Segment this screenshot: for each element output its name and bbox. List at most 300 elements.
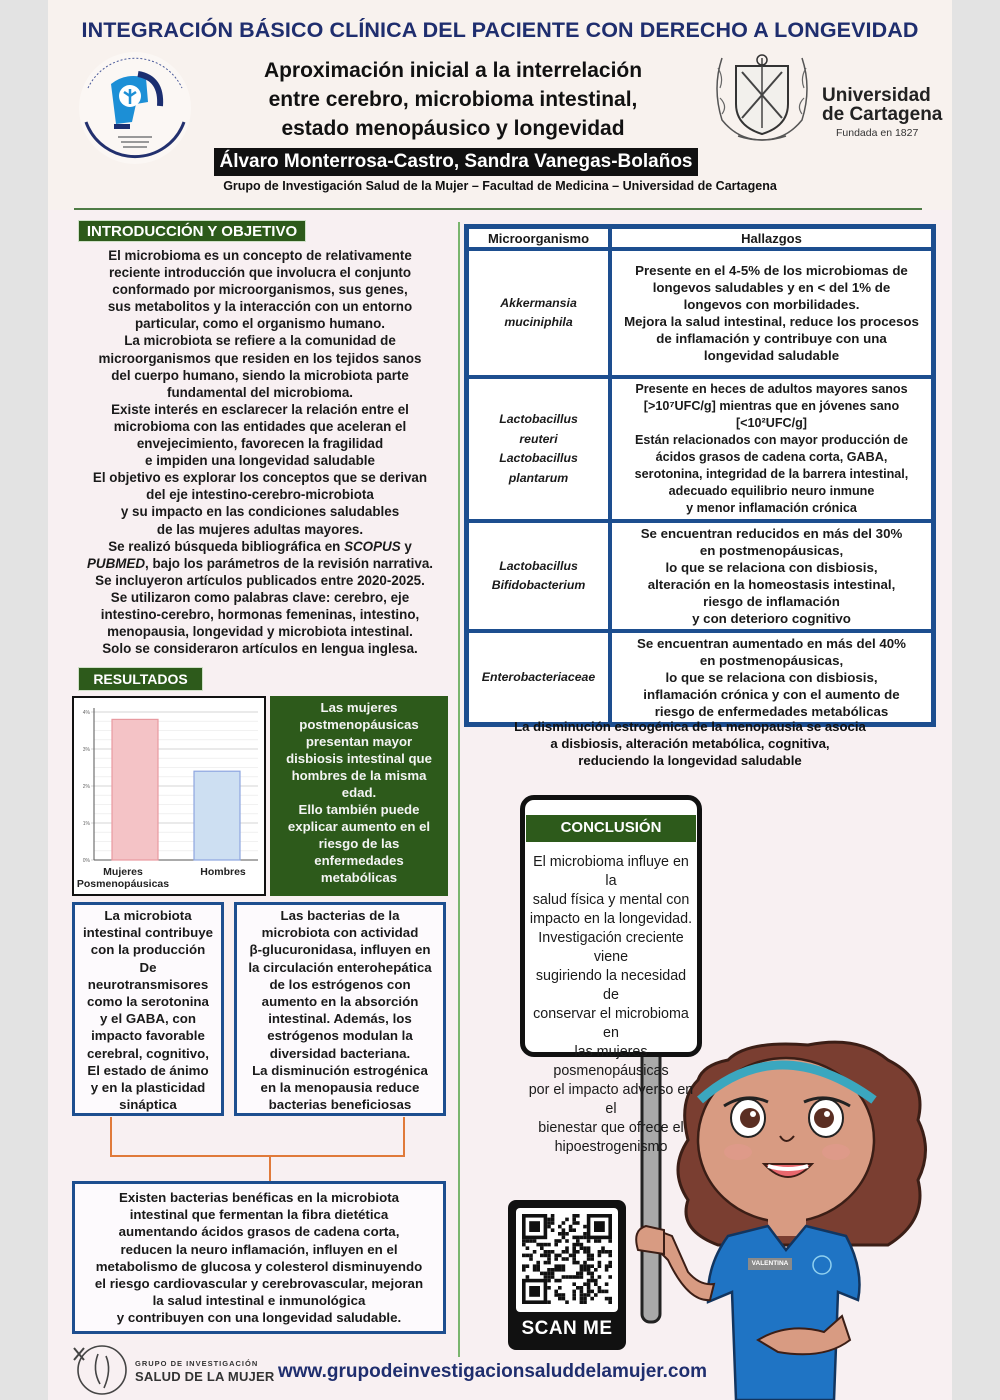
highlight-line: enfermedades xyxy=(314,853,404,868)
box-line: en la menopausia reduce xyxy=(260,1080,420,1096)
qr-module xyxy=(547,1261,551,1265)
qr-module xyxy=(558,1254,562,1258)
finding-line: [<10²UFC/g] xyxy=(735,416,808,430)
highlight-line: explicar aumento en el xyxy=(287,819,431,834)
intro-line: Se utilizaron como palabras clave: cerebro, eje xyxy=(110,589,410,605)
summary-line: reduciendo la longevidad saludable xyxy=(578,753,802,768)
intro-search-line xyxy=(70,555,450,572)
qr-module xyxy=(529,1254,533,1258)
organism-line: reuteri xyxy=(519,431,558,446)
qr-module xyxy=(536,1264,540,1268)
qr-module xyxy=(572,1282,576,1286)
qr-module xyxy=(572,1243,576,1247)
finding-line: Se encuentran reducidos en más del 30% xyxy=(640,526,903,541)
qr-module xyxy=(580,1243,584,1247)
qr-module xyxy=(536,1268,540,1272)
finding-line: Presente en heces de adultos mayores sanos xyxy=(635,382,908,396)
salud-mujer-logo-icon xyxy=(68,1340,130,1398)
intro-line: El objetivo es explorar los conceptos que se derivan xyxy=(92,470,428,486)
qr-module xyxy=(551,1221,555,1225)
finding-line: [>10⁷UFC/g] mientras que en jóvenes sano xyxy=(643,399,900,413)
qr-module xyxy=(565,1232,569,1236)
qr-module xyxy=(576,1286,580,1290)
intro-line: Solo se consideraron artículos en lengua inglesa. xyxy=(102,641,418,657)
subtitle-line: estado menopáusico y longevidad xyxy=(281,117,625,140)
qr-module xyxy=(547,1254,551,1258)
qr-module xyxy=(580,1275,584,1279)
finding-line: inflamación crónica y con el aumento de xyxy=(643,687,900,702)
qr-module xyxy=(594,1239,598,1243)
qr-module xyxy=(533,1250,537,1254)
subtitle-line: Aproximación inicial a la interrelación xyxy=(263,59,643,82)
qr-module xyxy=(544,1275,548,1279)
qr-module xyxy=(572,1293,576,1297)
intro-line: fundamental del microbioma. xyxy=(166,384,353,400)
summary-text xyxy=(480,718,900,769)
box-line: De xyxy=(139,959,157,975)
qr-module xyxy=(608,1300,612,1304)
qr-module xyxy=(587,1250,591,1254)
box-line: β-glucuronidasa, influyen en xyxy=(249,942,431,958)
qr-module xyxy=(580,1264,584,1268)
qr-module xyxy=(569,1225,573,1229)
column-header: Microorganismo xyxy=(467,227,610,249)
conclusion-line: bienestar que ofrece el xyxy=(538,1120,684,1136)
qr-module xyxy=(547,1225,551,1229)
qr-module xyxy=(565,1275,569,1279)
box-line: y el GABA, con xyxy=(99,1011,197,1027)
qr-module xyxy=(580,1286,584,1290)
qr-module xyxy=(554,1257,558,1261)
intro-line: microorganismos que residen en los tejidos sanos xyxy=(98,350,422,366)
qr-module xyxy=(587,1293,591,1297)
finding-line: Mejora la salud intestinal, reduce los procesos xyxy=(624,314,919,329)
qr-module xyxy=(544,1261,548,1265)
conclusion-line: conservar el microbioma en xyxy=(533,1006,689,1041)
conclusion-line: salud física y mental con xyxy=(532,892,690,908)
qr-module xyxy=(608,1297,612,1301)
qr-module xyxy=(594,1221,605,1232)
finding-line: y con deterioro cognitivo xyxy=(692,611,851,626)
qr-module xyxy=(583,1282,587,1286)
intro-line: conformado por microorganismos, sus genes, xyxy=(112,282,408,298)
qr-module xyxy=(608,1239,612,1243)
qr-module xyxy=(554,1243,558,1247)
qr-module xyxy=(583,1225,587,1229)
intro-text xyxy=(70,247,450,657)
box-line: con la producción xyxy=(90,942,206,958)
qr-module xyxy=(547,1243,551,1247)
x-tick-label: Hombres xyxy=(200,866,246,878)
organism-line: Lactobacillus xyxy=(499,451,578,465)
qr-module xyxy=(562,1297,566,1301)
qr-module xyxy=(526,1275,530,1279)
column-divider xyxy=(458,222,460,1357)
qr-module xyxy=(554,1239,558,1243)
column-header: Hallazgos xyxy=(610,227,933,249)
qr-module xyxy=(580,1272,584,1276)
finding-line: riesgo de inflamación xyxy=(703,594,840,609)
y-tick-label: 3% xyxy=(82,747,90,753)
finding-line: en postmenopáusicas, xyxy=(699,543,844,558)
box-line: bacterias beneficiosas xyxy=(268,1097,412,1113)
bar xyxy=(194,771,240,860)
finding-line: longevos saludables y en < del 1% de xyxy=(652,280,891,295)
intro-line: e impiden una longevidad saludable xyxy=(145,453,375,469)
intro-line: menopausia, longevidad y microbiota intestinal. xyxy=(107,624,413,640)
qr-module xyxy=(583,1293,587,1297)
table-row xyxy=(467,631,933,724)
box-line: El estado de ánimo xyxy=(87,1062,209,1078)
qr-module xyxy=(576,1261,580,1265)
qr-module xyxy=(572,1246,576,1250)
qr-module xyxy=(554,1254,558,1258)
intro-line: microbioma con las entidades que aceleran el xyxy=(113,418,407,434)
box-line: Existen bacterias benéficas en la microbiota xyxy=(118,1190,400,1205)
qr-module xyxy=(576,1236,580,1240)
qr-module xyxy=(522,1239,526,1243)
intro-line: de las mujeres adultas mayores. xyxy=(156,521,364,537)
qr-module xyxy=(572,1218,576,1222)
qr-module xyxy=(562,1293,566,1297)
finding-line: Presente en el 4-5% de los microbiomas de xyxy=(635,263,908,278)
university-name-line: de Cartagena xyxy=(822,104,943,125)
finding-line: ácidos grasos de cadena corta, GABA, xyxy=(655,450,888,464)
qr-module xyxy=(547,1275,551,1279)
connector-line xyxy=(269,1156,271,1181)
organism-cell xyxy=(467,249,610,377)
qr-module xyxy=(594,1293,598,1297)
qr-module xyxy=(583,1232,587,1236)
character-name-tag: VALENTINA xyxy=(748,1258,792,1270)
qr-module xyxy=(601,1246,605,1250)
organism-line: muciniphila xyxy=(504,315,573,329)
project-logo-icon xyxy=(66,44,204,172)
footer-website-link[interactable]: www.grupodeinvestigacionsaluddelamujer.com xyxy=(278,1361,708,1382)
qr-module xyxy=(587,1239,591,1243)
qr-module xyxy=(583,1300,587,1304)
qr-module xyxy=(598,1239,602,1243)
qr-module xyxy=(565,1239,569,1243)
qr-module xyxy=(529,1257,533,1261)
qr-module xyxy=(605,1268,609,1272)
bar xyxy=(112,719,158,860)
qr-code-icon[interactable] xyxy=(516,1208,618,1312)
database-name: PUBMED xyxy=(86,555,145,571)
qr-module xyxy=(587,1268,591,1272)
intro-lines-after xyxy=(70,572,450,657)
qr-module xyxy=(605,1250,609,1254)
conclusion-section-label: CONCLUSIÓN xyxy=(526,815,696,842)
findings-cell xyxy=(610,631,933,724)
y-tick-label: 1% xyxy=(82,821,90,827)
qr-module xyxy=(565,1218,569,1222)
qr-module xyxy=(526,1239,530,1243)
qr-module xyxy=(576,1272,580,1276)
organism-line: Enterobacteriaceae xyxy=(481,669,596,684)
conclusion-line: hipoestrogenismo xyxy=(554,1139,668,1155)
qr-module xyxy=(562,1250,566,1254)
qr-module xyxy=(605,1297,609,1301)
qr-module xyxy=(580,1300,584,1304)
main-title: INTEGRACIÓN BÁSICO CLÍNICA DEL PACIENTE CON DERECHO A LONGEVIDAD xyxy=(81,18,919,42)
box-line: intestinal contribuye xyxy=(82,925,214,941)
qr-module xyxy=(536,1261,540,1265)
qr-module xyxy=(598,1261,602,1265)
qr-module xyxy=(558,1286,562,1290)
highlight-line: edad. xyxy=(341,785,377,800)
qr-module xyxy=(522,1254,526,1258)
qr-module xyxy=(569,1228,573,1232)
qr-module xyxy=(576,1221,580,1225)
qr-module xyxy=(587,1290,591,1294)
qr-module xyxy=(590,1264,594,1268)
finding-line: longevos con morbilidades. xyxy=(683,297,860,312)
qr-module xyxy=(529,1239,533,1243)
box-line: y contribuyen con una longevidad saludable. xyxy=(116,1310,402,1326)
qr-module xyxy=(547,1221,551,1225)
qr-module xyxy=(526,1264,530,1268)
qr-module xyxy=(608,1254,612,1258)
text-span: , bajo los parámetros de la revisión narrativa. xyxy=(145,555,434,571)
qr-module xyxy=(572,1221,576,1225)
finding-line: serotonina, integridad de la barrera intestinal, xyxy=(634,467,909,481)
qr-module xyxy=(590,1290,594,1294)
organism-line: Akkermansia xyxy=(500,295,577,310)
qr-module xyxy=(558,1293,562,1297)
qr-module xyxy=(540,1246,544,1250)
qr-module xyxy=(562,1275,566,1279)
qr-module xyxy=(562,1257,566,1261)
findings-cell xyxy=(610,521,933,631)
box-line: diversidad bacteriana. xyxy=(269,1045,411,1061)
qr-module xyxy=(587,1272,591,1276)
qr-module xyxy=(580,1297,584,1301)
table-header-row xyxy=(467,227,933,249)
qr-module xyxy=(590,1275,594,1279)
box-line: La disminución estrogénica xyxy=(252,1062,428,1078)
x-tick-label: Posmenopáusicas xyxy=(76,878,170,890)
organism-line: Lactobacillus xyxy=(499,558,578,573)
text-span: y xyxy=(400,538,412,554)
qr-module xyxy=(562,1236,566,1240)
finding-line: adecuado equilibrio neuro inmune xyxy=(668,484,875,498)
qr-module xyxy=(587,1264,591,1268)
qr-module xyxy=(562,1264,566,1268)
qr-module xyxy=(558,1268,562,1272)
qr-module xyxy=(583,1297,587,1301)
qr-module xyxy=(544,1272,548,1276)
qr-module xyxy=(572,1257,576,1261)
connector-line xyxy=(403,1117,405,1156)
organism-line: plantarum xyxy=(508,470,569,485)
box-line: microbiota con actividad xyxy=(261,925,419,941)
intro-line: La microbiota se refiere a la comunidad de xyxy=(124,333,396,349)
qr-module xyxy=(551,1268,555,1272)
qr-module xyxy=(587,1257,591,1261)
qr-module xyxy=(601,1290,605,1294)
qr-module xyxy=(536,1243,540,1247)
qr-module xyxy=(576,1214,580,1218)
qr-module xyxy=(522,1264,526,1268)
qr-module xyxy=(598,1250,602,1254)
connector-line xyxy=(110,1155,405,1157)
qr-module xyxy=(558,1264,562,1268)
qr-module xyxy=(540,1254,544,1258)
intro-search-line xyxy=(70,538,450,555)
box-line: la salud intestinal e inmunológica xyxy=(152,1293,366,1309)
qr-module xyxy=(590,1279,594,1283)
table-row xyxy=(467,377,933,521)
qr-module xyxy=(547,1250,551,1254)
university-name xyxy=(822,86,942,124)
qr-module xyxy=(572,1250,576,1254)
qr-module xyxy=(608,1261,612,1265)
finding-line: Están relacionados con mayor producción de xyxy=(635,433,908,447)
qr-module xyxy=(587,1282,591,1286)
poster-subtitle xyxy=(228,56,678,143)
qr-module xyxy=(572,1214,576,1218)
finding-line: longevidad saludable xyxy=(703,348,840,363)
box-line: la circulación enterohepática xyxy=(248,959,432,975)
finding-line: en postmenopáusicas, xyxy=(699,653,844,668)
intro-line: y su impacto en las condiciones saludables xyxy=(120,504,400,520)
organism-cell xyxy=(467,631,610,724)
qr-module xyxy=(562,1232,566,1236)
qr-module xyxy=(544,1254,548,1258)
finding-line: y menor inflamación crónica xyxy=(686,501,857,515)
summary-line: La disminución estrogénica de la menopausia se asocia xyxy=(514,719,866,734)
qr-frame xyxy=(516,1208,618,1312)
qr-module xyxy=(572,1236,576,1240)
qr-module xyxy=(565,1300,569,1304)
findings-table-wrap xyxy=(464,224,936,727)
qr-module xyxy=(554,1264,558,1268)
y-tick-label: 0% xyxy=(82,858,90,864)
subtitle-line: entre cerebro, microbioma intestinal, xyxy=(268,88,638,111)
qr-module xyxy=(540,1243,544,1247)
qr-module xyxy=(605,1290,609,1294)
qr-module xyxy=(583,1236,587,1240)
qr-module xyxy=(551,1218,555,1222)
beneficial-bacteria-box xyxy=(72,1181,446,1334)
qr-module xyxy=(598,1290,602,1294)
qr-module xyxy=(590,1254,594,1258)
qr-module xyxy=(580,1268,584,1272)
intro-line: particular, como el organismo humano. xyxy=(134,316,385,332)
intro-lines xyxy=(70,247,450,538)
footer-group-label: GRUPO DE INVESTIGACIÓN xyxy=(135,1359,259,1368)
highlight-line: riesgo de las xyxy=(318,836,400,851)
qr-module xyxy=(562,1268,566,1272)
results-highlight-box xyxy=(270,696,448,896)
qr-module xyxy=(590,1257,594,1261)
qr-module xyxy=(608,1250,612,1254)
qr-module xyxy=(565,1250,569,1254)
qr-module xyxy=(587,1286,591,1290)
box-line: intestinal. Además, los xyxy=(268,1011,412,1027)
qr-module xyxy=(547,1279,551,1283)
qr-module xyxy=(529,1221,540,1232)
qr-module xyxy=(554,1290,558,1294)
qr-module xyxy=(565,1246,569,1250)
finding-line: de inflamación y contribuye con una xyxy=(656,331,887,346)
qr-module xyxy=(576,1243,580,1247)
qr-module xyxy=(533,1268,537,1272)
organism-line: Bifidobacterium xyxy=(491,578,586,592)
qr-module xyxy=(590,1297,594,1301)
qr-module xyxy=(544,1250,548,1254)
qr-module xyxy=(533,1239,537,1243)
box-line: de los estrógenos con xyxy=(269,976,411,992)
affiliation: Grupo de Investigación Salud de la Mujer – Facultad de Medicina – Universidad de Cartagena xyxy=(223,179,777,193)
qr-module xyxy=(583,1246,587,1250)
box-line: intestinal que fermentan la fibra dietética xyxy=(129,1207,389,1223)
box-line: La microbiota xyxy=(104,908,192,923)
qr-module xyxy=(551,1272,555,1276)
box-line: aumentando ácidos grasos de cadena corta, xyxy=(118,1224,400,1240)
organism-cell xyxy=(467,377,610,521)
conclusion-line: El microbioma influye en la xyxy=(533,854,689,889)
highlight-line: metabólicas xyxy=(320,870,398,885)
university-name-line: Universidad xyxy=(822,85,931,106)
intro-line: Se incluyeron artículos publicados entre 2020-2025. xyxy=(95,572,425,588)
intro-line: del cuerpo humano, siendo la microbiota parte xyxy=(111,367,409,383)
qr-module xyxy=(583,1264,587,1268)
conclusion-line: impacto en la longevidad. xyxy=(529,911,693,927)
qr-module xyxy=(572,1228,576,1232)
qr-module xyxy=(576,1275,580,1279)
box-line: reducen la neuro inflamación, influyen en el xyxy=(120,1241,398,1257)
qr-module xyxy=(572,1297,576,1301)
findings-cell xyxy=(610,377,933,521)
qr-module xyxy=(565,1257,569,1261)
qr-module xyxy=(608,1264,612,1268)
qr-module xyxy=(598,1254,602,1258)
box-line: Las bacterias de la xyxy=(280,908,400,923)
highlight-line: disbiosis intestinal que xyxy=(286,751,432,766)
findings-table xyxy=(464,224,936,727)
connector-line xyxy=(110,1117,112,1156)
box-line: cerebral, cognitivo, xyxy=(87,1045,209,1061)
qr-module xyxy=(569,1275,573,1279)
qr-module xyxy=(576,1250,580,1254)
summary-line: a disbiosis, alteración metabólica, cognitiva, xyxy=(550,736,830,751)
finding-line: Se encuentran aumentado en más del 40% xyxy=(637,636,906,651)
box-line: el riesgo cardiovascular y cerebrovascular, mejoran xyxy=(94,1276,424,1292)
qr-module xyxy=(551,1250,555,1254)
box-line: como la serotonina xyxy=(87,994,209,1010)
qr-module xyxy=(590,1272,594,1276)
y-tick-label: 4% xyxy=(82,710,90,716)
qr-module xyxy=(587,1279,591,1283)
qr-module xyxy=(558,1279,562,1283)
qr-module xyxy=(576,1239,580,1243)
qr-module xyxy=(580,1293,584,1297)
x-tick-label: Mujeres xyxy=(103,866,143,878)
qr-module xyxy=(605,1282,609,1286)
qr-module xyxy=(583,1261,587,1265)
intro-line: Existe interés en esclarecer la relación entre el xyxy=(111,401,409,417)
qr-module xyxy=(522,1243,526,1247)
findings-cell xyxy=(610,249,933,377)
box-line: impacto favorable xyxy=(91,1028,205,1044)
qr-module xyxy=(583,1268,587,1272)
poster xyxy=(48,0,952,1400)
glucuronidase-box xyxy=(234,902,446,1116)
qr-module xyxy=(605,1264,609,1268)
y-tick-label: 2% xyxy=(82,784,90,790)
